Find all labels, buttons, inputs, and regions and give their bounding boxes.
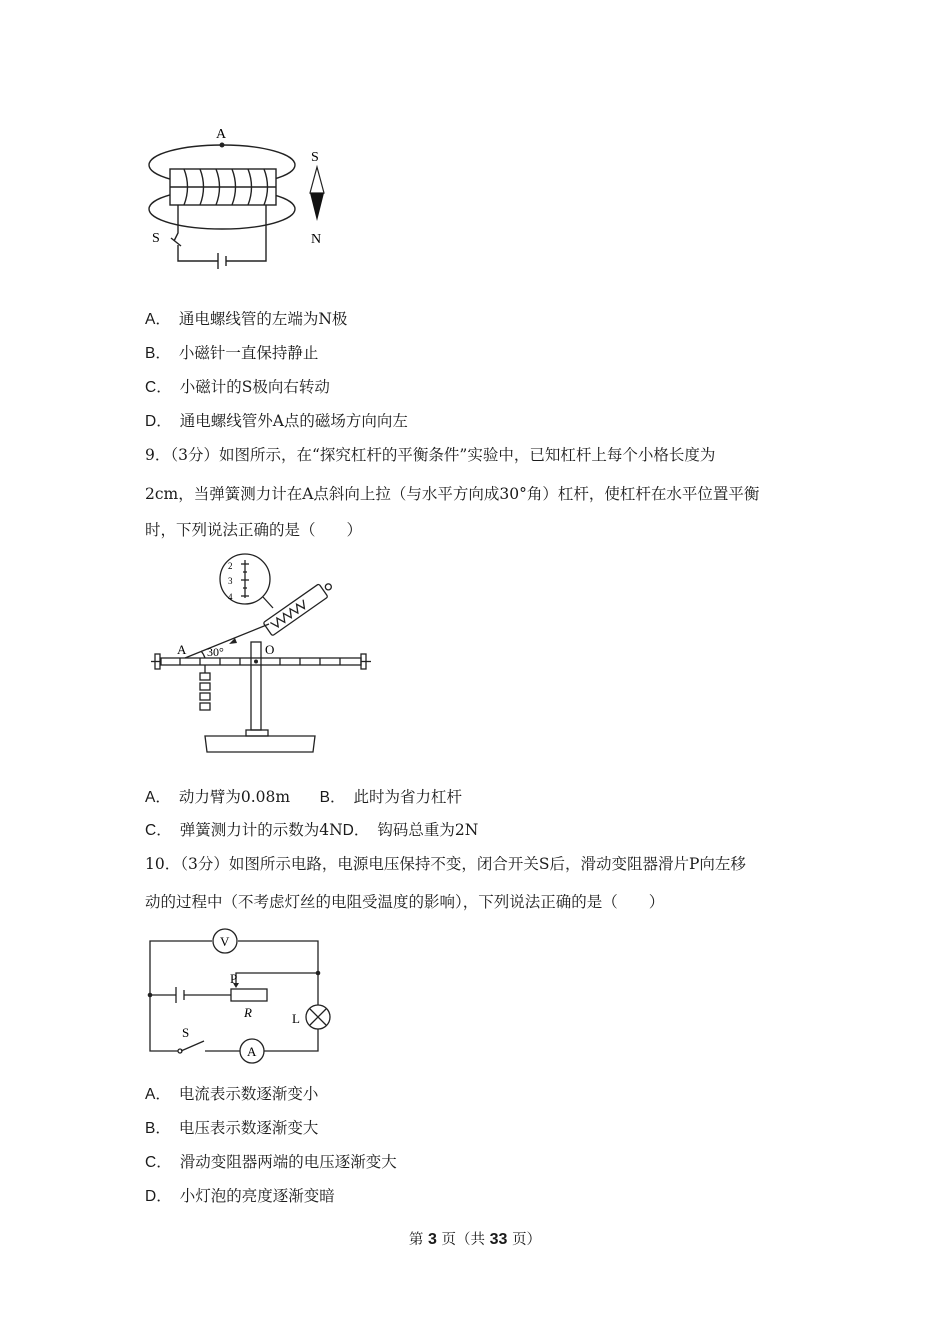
q10-option-c: C． 滑动变阻器两端的电压逐渐变大 bbox=[145, 1153, 397, 1171]
q10-option-a: A． 电流表示数逐渐变小 bbox=[145, 1085, 319, 1103]
q10-stem-line2: 动的过程中（不考虑灯丝的电阻受温度的影响），下列说法正确的是（ ） bbox=[145, 893, 665, 911]
q9-options-row2: C． 弹簧测力计的示数为4ND． 钩码总重为2N bbox=[145, 821, 479, 839]
page-footer: 第 3 页（共 33 页） bbox=[408, 1231, 542, 1248]
angle-label: 30° bbox=[207, 645, 224, 659]
q8-option-c: C． 小磁计的S极向右转动 bbox=[145, 378, 330, 396]
circuit-figure bbox=[140, 925, 340, 1065]
needle-north-half bbox=[310, 193, 324, 221]
switch-s-label: S bbox=[152, 231, 160, 246]
needle-south-half bbox=[310, 167, 324, 193]
q10-option-d: D． 小灯泡的亮度逐渐变暗 bbox=[145, 1187, 335, 1205]
lever-figure bbox=[145, 552, 375, 757]
q8-option-d: D． 通电螺线管外A点的磁场方向向左 bbox=[145, 412, 408, 430]
ammeter-label: A bbox=[247, 1044, 257, 1059]
q9-stem-line3: 时，下列说法正确的是（ ） bbox=[145, 521, 363, 539]
slider-p-label: P bbox=[230, 971, 238, 986]
fulcrum-o-label: O bbox=[265, 642, 275, 657]
q9-options-row1: A． 动力臂为0.08m B． 此时为省力杠杆 bbox=[145, 788, 462, 806]
lamp-l-label: L bbox=[292, 1011, 300, 1026]
q9-stem-line1: 9．（3分）如图所示，在“探究杠杆的平衡条件”实验中，已知杠杆上每个小格长度为 bbox=[145, 446, 716, 464]
q10-option-b: B． 电压表示数逐渐变大 bbox=[145, 1119, 319, 1137]
scale-mark-3: 3 bbox=[228, 576, 233, 586]
q8-option-b: B． 小磁针一直保持静止 bbox=[145, 344, 319, 362]
needle-n-label: N bbox=[311, 232, 322, 247]
scale-mark-2: 2 bbox=[228, 561, 233, 571]
q9-stem-line2: 2cm，当弹簧测力计在A点斜向上拉（与水平方向成30°角）杠杆，使杠杆在水平位置平衡 bbox=[145, 485, 760, 503]
lever-point-a-label: A bbox=[177, 642, 187, 657]
scale-mark-4: 4 bbox=[228, 592, 233, 602]
solenoid-figure bbox=[140, 125, 340, 275]
needle-s-label: S bbox=[311, 150, 319, 165]
voltmeter-label: V bbox=[220, 934, 230, 949]
solenoid-point-a-label: A bbox=[216, 127, 227, 142]
resistor-r-label: R bbox=[244, 1005, 252, 1020]
q8-option-a: A． 通电螺线管的左端为N极 bbox=[145, 310, 348, 328]
q10-stem-line1: 10．（3分）如图所示电路，电源电压保持不变，闭合开关S后，滑动变阻器滑片P向左移 bbox=[145, 855, 746, 873]
switch-label: S bbox=[182, 1025, 190, 1040]
